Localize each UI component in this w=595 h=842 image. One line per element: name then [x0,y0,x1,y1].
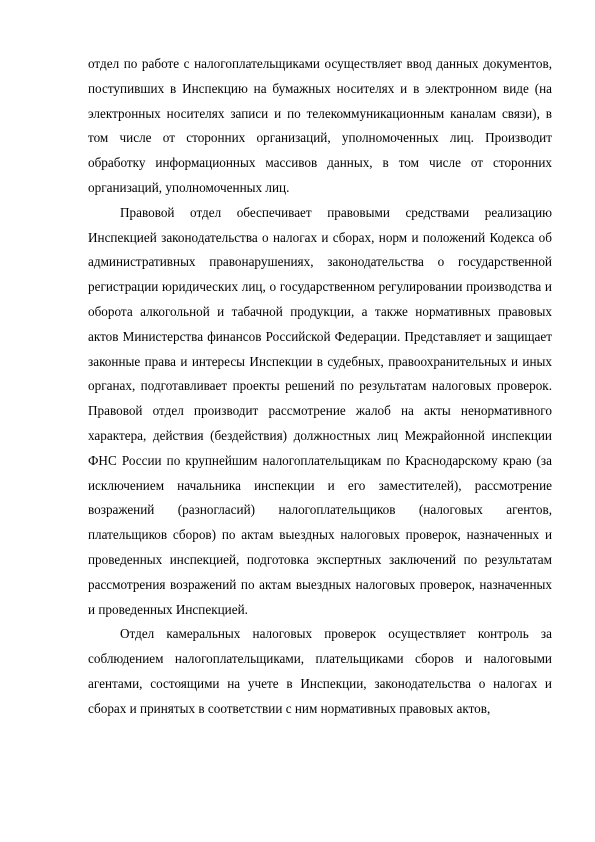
paragraph-2: Правовой отдел обеспечивает правовыми средствами реализацию Инспекцией законодательства о налогах и сборах, норм и положений Кодекса об административных правонарушениях, законодательства о государственной регистрации юридических лиц, о государственном регулировании производства и оборота алкогольной и табачной продукции, а также нормативных правовых актов Министерства финансов Российской Федерации. Представляет и защищает законные права и интересы Инспекции в судебных, правоохранительных и иных органах, подготавливает проекты решений по результатам налоговых проверок. Правовой отдел производит рассмотрение жалоб на акты ненормативного характера, действия (бездействия) должностных лиц Межрайонной инспекции ФНС России по крупнейшим налогоплательщикам по Краснодарскому краю (за исключением начальника инспекции и его заместителей), рассмотрение возражений (разногласий) налогоплательщиков (налоговых агентов, плательщиков сборов) по актам выездных налоговых проверок, назначенных и проведенных инспекцией, подготовка экспертных заключений по результатам рассмотрения возражений по актам выездных налоговых проверок, назначенных и проведенных Инспекцией. [88,204,552,617]
document-page [88,52,552,722]
paragraph-3: Отдел камеральных налоговых проверок осуществляет контроль за соблюдением налогоплательщиками, плательщиками сборов и налоговыми агентами, состоящими на учете в Инспекции, законодательства о налогах и сборах и принятых в соответствии с ним нормативных правовых актов, [88,626,552,716]
paragraph-1: отдел по работе с налогоплательщиками осуществляет ввод данных документов, поступивших в Инспекцию на бумажных носителях и в электронном виде (на электронных носителях записи и по телекоммуникационным каналам связи), в том числе от сторонних организаций, уполномоченных лиц. Производит обработку информационных массивов данных, в том числе от сторонних организаций, уполномоченных лиц. [88,56,552,195]
